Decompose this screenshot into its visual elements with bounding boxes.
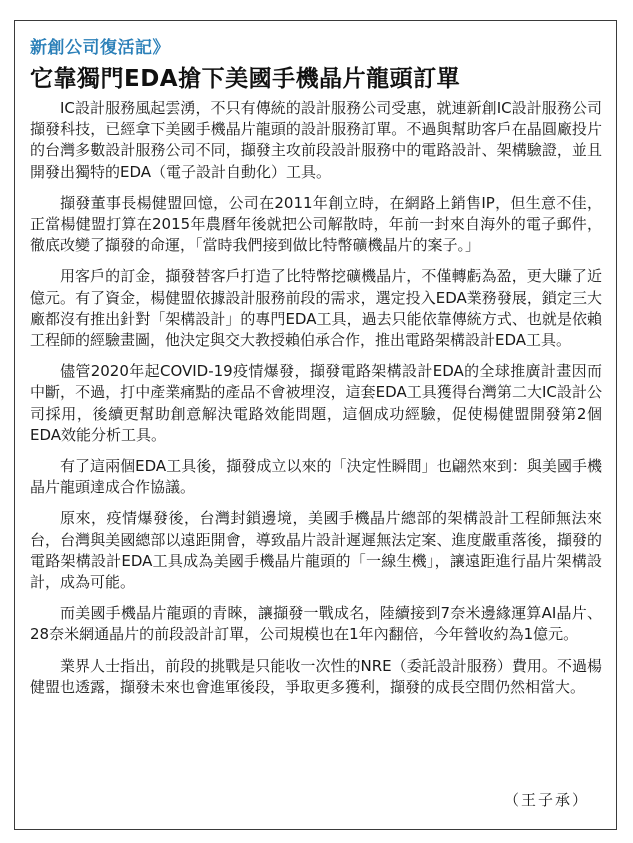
section-kicker: 新創公司復活記》: [30, 38, 170, 58]
author-byline: （王子承）: [503, 791, 589, 809]
paragraph: 業界人士指出，前段的挑戰是只能收一次性的NRE（委託設計服務）費用。不過楊健盟也透露，擷發未來也會進軍後段，爭取更多獲利，擷發的成長空間仍然相當大。: [30, 656, 602, 696]
article-body: [30, 98, 602, 708]
paragraph: 擷發董事長楊健盟回憶，公司在2011年創立時，在網路上銷售IP，但生意不佳，正當楊健盟打算在2015年農曆年後就把公司解散時，年前一封來自海外的電子郵件，徹底改變了擷發的命運，「當時我們接到做比特幣礦機晶片的案子。」: [30, 193, 602, 255]
paragraph: 有了這兩個EDA工具後，擷發成立以來的「決定性瞬間」也翩然來到：與美國手機晶片龍頭達成合作協議。: [30, 457, 602, 497]
paragraph: 而美國手機晶片龍頭的青睞，讓擷發一戰成名，陸續接到7奈米邊緣運算AI晶片、28奈米網通晶片的前段設計訂單，公司規模也在1年內翻倍，今年營收約為1億元。: [30, 604, 602, 644]
paragraph: IC設計服務風起雲湧，不只有傳統的設計服務公司受惠，就連新創IC設計服務公司擷發科技，已經拿下美國手機晶片龍頭的設計服務訂單。不過與幫助客戶在晶圓廠投片的台灣多數設計服務公司不同，擷發主攻前段設計服務中的電路設計、架構驗證，並且開發出獨特的EDA（電子設計自動化）工具。: [30, 99, 602, 181]
paragraph: 儘管2020年起COVID-19疫情爆發，擷發電路架構設計EDA的全球推廣計畫因而中斷，不過，打中產業痛點的產品不會被埋沒，這套EDA工具獲得台灣第二大IC設計公司採用，後續更幫助創意解決電路效能問題，這個成功經驗，促使楊健盟開發第2個EDA效能分析工具。: [30, 362, 602, 444]
paragraph: 原來，疫情爆發後，台灣封鎖邊境，美國手機晶片總部的架構設計工程師無法來台，台灣與美國總部以遠距開會，導致晶片設計遲遲無法定案、進度嚴重落後，擷發的電路架構設計EDA工具成為美國手機晶片龍頭的「一線生機」，讓遠距進行晶片架構設計，成為可能。: [30, 509, 602, 592]
article-headline: 它靠獨門EDA搶下美國手機晶片龍頭訂單: [30, 66, 461, 92]
paragraph: 用客戶的訂金，擷發替客戶打造了比特幣挖礦機晶片，不僅轉虧為盈，更大賺了近億元。有了資金，楊健盟依據設計服務前段的需求，選定投入EDA業務發展，鎖定三大廠都沒有推出針對「架構設計」的專門EDA工具，過去只能依靠傳統方式、也就是依賴工程師的經驗畫圖，他決定與交大教授賴伯承合作，推出電路架構設計EDA工具。: [30, 267, 602, 350]
